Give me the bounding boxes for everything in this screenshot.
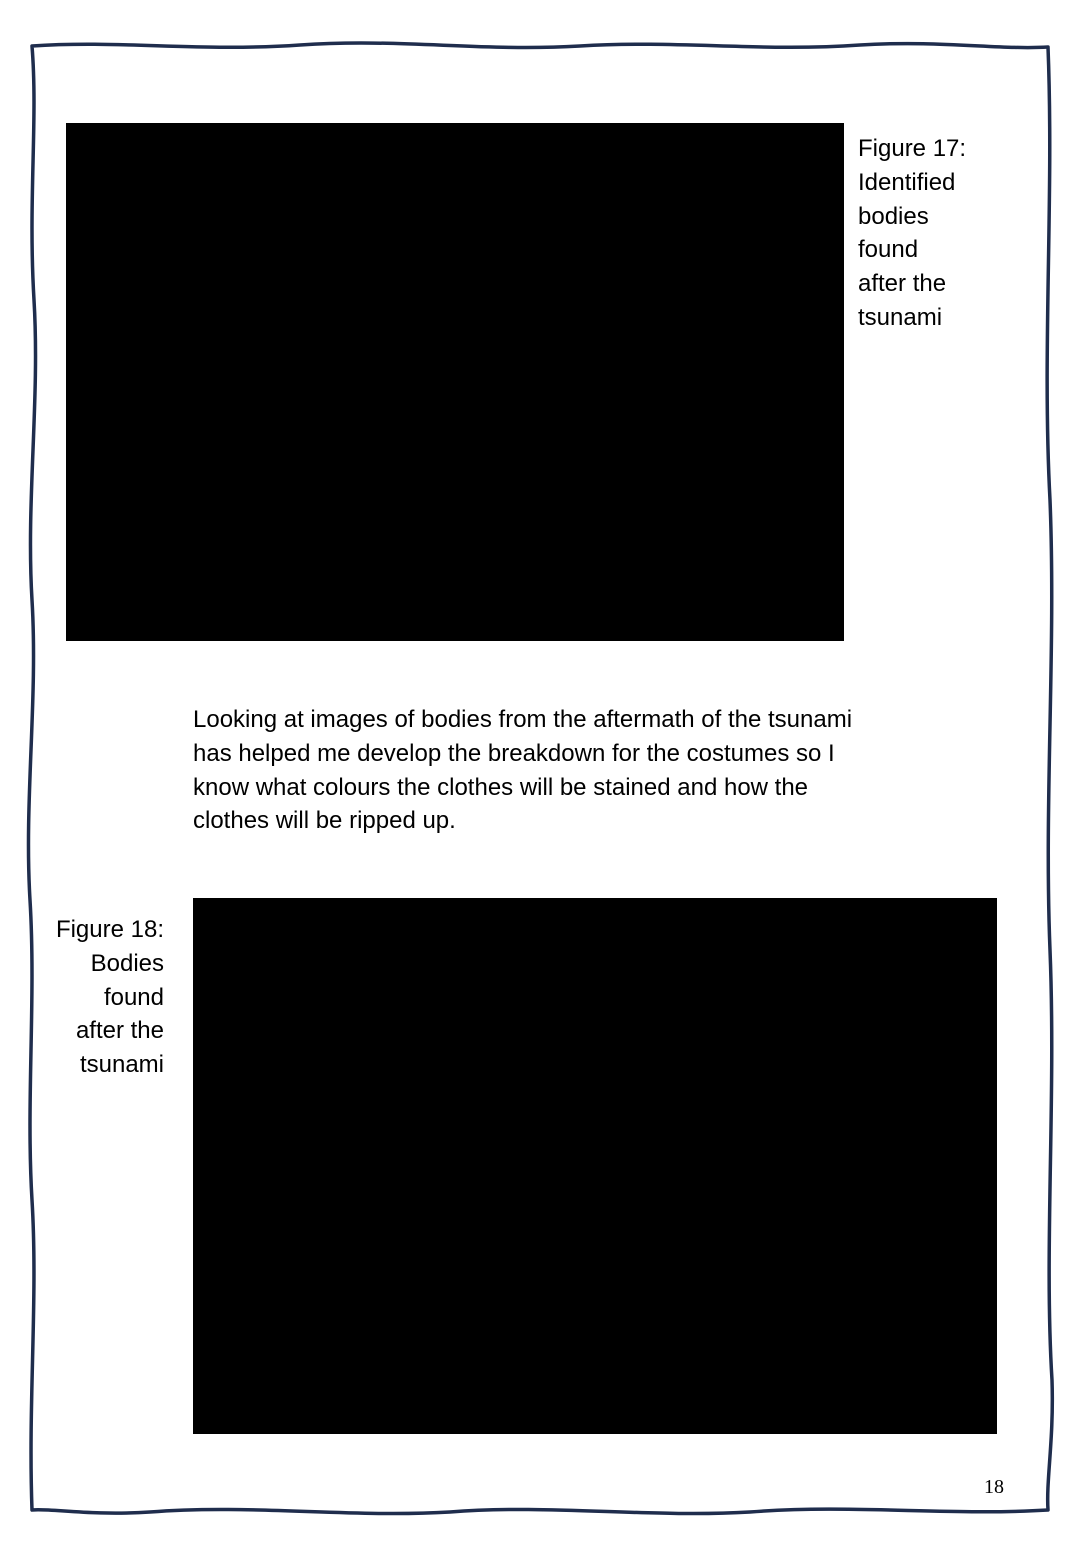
figure-17-caption: Figure 17: Identified bodies found after the tsunami — [858, 135, 967, 331]
figure-18-caption: Figure 18: Bodies found after the tsunami — [55, 916, 164, 1079]
figure-17-image — [66, 123, 844, 641]
figure-18-image — [193, 898, 997, 1434]
body-paragraph: Looking at images of bodies from the aftermath of the tsunami has helped me develop the breakdown for the costumes so I know what colours the clothes will be stained and how the clothes will be ripped up. — [193, 706, 853, 835]
page-number: 18 — [984, 1476, 1004, 1498]
